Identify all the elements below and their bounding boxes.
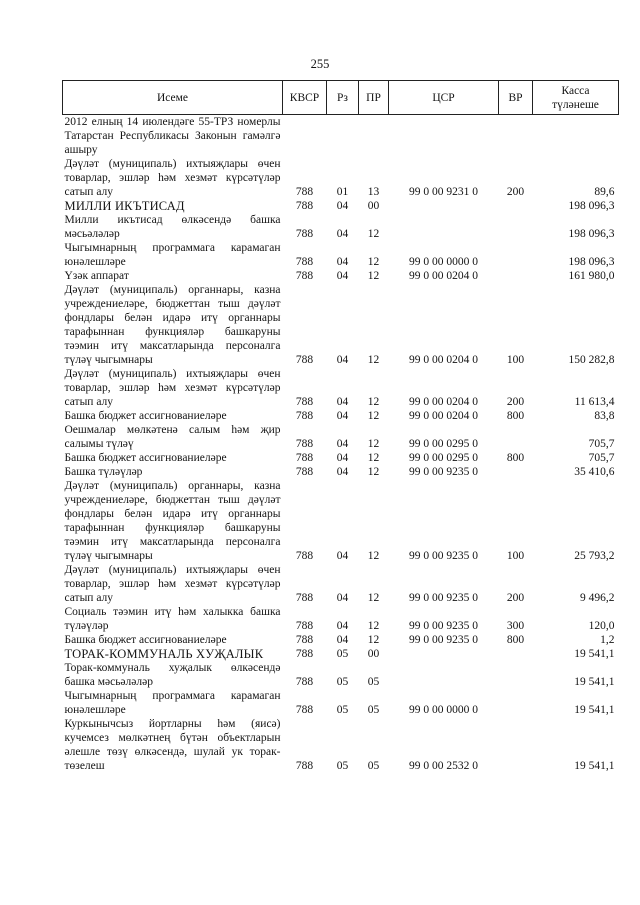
row-amount: 9 496,2 bbox=[580, 592, 615, 604]
row-pr: 12 bbox=[367, 466, 380, 478]
row-vr: 300 bbox=[506, 620, 525, 632]
row-rz: 04 bbox=[336, 620, 349, 632]
row-amount: 19 541,1 bbox=[574, 760, 615, 772]
row-vr: 200 bbox=[506, 186, 525, 198]
row-rz: 04 bbox=[336, 466, 349, 478]
row-pr: 12 bbox=[367, 620, 380, 632]
table-row bbox=[63, 115, 619, 158]
row-amount bbox=[533, 115, 619, 158]
row-name: Башка түләүләр bbox=[64, 466, 143, 478]
table-row bbox=[63, 451, 619, 465]
row-rz: 04 bbox=[336, 438, 349, 450]
row-pr: 12 bbox=[367, 452, 380, 464]
row-pr: 13 bbox=[367, 186, 380, 198]
row-vr bbox=[499, 717, 533, 773]
row-pr: 12 bbox=[367, 256, 380, 268]
row-name: Чыгымнарның программага карамаган юнәлешләре bbox=[64, 690, 281, 716]
row-kvsr: 788 bbox=[295, 704, 314, 716]
table-row bbox=[63, 409, 619, 423]
row-vr bbox=[499, 423, 533, 451]
row-rz: 04 bbox=[336, 354, 349, 366]
row-rz: 05 bbox=[336, 676, 349, 688]
row-pr: 12 bbox=[367, 354, 380, 366]
row-csr: 99 0 00 9235 0 bbox=[409, 620, 478, 632]
row-vr bbox=[499, 647, 533, 661]
row-kvsr: 788 bbox=[295, 466, 314, 478]
row-pr: 12 bbox=[367, 634, 380, 646]
row-pr: 12 bbox=[367, 396, 380, 408]
row-vr bbox=[499, 269, 533, 283]
row-rz: 05 bbox=[336, 648, 349, 660]
row-name: Дәүләт (муниципаль) органнары, казна учреждениеләре, бюджеттан тыш дәүләт фондлары белән идарә итү органнары тарафыннан функцияләр башкаруны тәэмин итү максатларында персоналга түләү чыгымнары bbox=[64, 480, 281, 562]
header-csr: ЦСР bbox=[389, 81, 499, 115]
row-csr: 99 0 00 9231 0 bbox=[409, 186, 478, 198]
row-name: МИЛЛИ ИКЪТИСАД bbox=[64, 199, 185, 213]
row-rz: 04 bbox=[336, 270, 349, 282]
row-pr: 12 bbox=[367, 410, 380, 422]
row-rz: 04 bbox=[336, 634, 349, 646]
row-vr bbox=[499, 689, 533, 717]
row-rz: 05 bbox=[336, 760, 349, 772]
row-name: 2012 елның 14 июлендәге 55-ТРЗ номерлы Татарстан Республикасы Законын гамәлгә ашыру bbox=[64, 116, 281, 156]
row-csr bbox=[389, 115, 499, 158]
row-amount: 705,7 bbox=[588, 438, 615, 450]
row-pr: 12 bbox=[367, 228, 380, 240]
row-name: Оешмалар мөлкәтенә салым һәм җир салымы түләү bbox=[64, 424, 281, 450]
row-amount: 19 541,1 bbox=[574, 704, 615, 716]
row-rz: 01 bbox=[336, 186, 349, 198]
table-row bbox=[63, 269, 619, 283]
row-amount: 25 793,2 bbox=[574, 550, 615, 562]
row-name: Дәүләт (муниципаль) ихтыяҗлары өчен товарлар, эшләр һәм хезмәт күрсәтүләр сатып алу bbox=[64, 564, 281, 604]
row-vr bbox=[499, 115, 533, 158]
table-row bbox=[63, 563, 619, 605]
row-amount: 161 980,0 bbox=[568, 270, 615, 282]
row-name: Дәүләт (муниципаль) органнары, казна учреждениеләре, бюджеттан тыш дәүләт фондлары белән идарә итү органнары тарафыннан функцияләр башкаруны тәэмин итү максатларында персоналга түләү чыгымнары bbox=[64, 284, 281, 366]
row-amount: 89,6 bbox=[594, 186, 615, 198]
row-csr: 99 0 00 9235 0 bbox=[409, 592, 478, 604]
row-name: Үзәк аппарат bbox=[64, 270, 129, 282]
row-rz: 04 bbox=[336, 396, 349, 408]
row-csr: 99 0 00 0295 0 bbox=[409, 438, 478, 450]
header-kassa-line1: Касса bbox=[561, 84, 590, 97]
row-name: Милли икътисад өлкәсендә башка мәсьәләләр bbox=[64, 214, 281, 240]
row-amount: 198 096,3 bbox=[568, 228, 615, 240]
row-amount: 150 282,8 bbox=[568, 354, 615, 366]
table-row bbox=[63, 479, 619, 563]
row-kvsr: 788 bbox=[295, 676, 314, 688]
table-row bbox=[63, 661, 619, 689]
header-kassa bbox=[533, 81, 619, 115]
row-name: Куркынычсыз йортларны һәм (яисә) кучемсез мөлкәтнең бүтән объектларын әлешле төзү өлкәсендә, шулай ук торак-төзелеш bbox=[64, 718, 281, 772]
row-kvsr: 788 bbox=[295, 256, 314, 268]
row-kvsr: 788 bbox=[295, 592, 314, 604]
row-pr: 12 bbox=[367, 438, 380, 450]
table-row bbox=[63, 241, 619, 269]
row-amount: 35 410,6 bbox=[574, 466, 615, 478]
row-csr: 99 0 00 0204 0 bbox=[409, 354, 478, 366]
row-kvsr: 788 bbox=[295, 452, 314, 464]
header-pr: ПР bbox=[359, 81, 389, 115]
table-row bbox=[63, 283, 619, 367]
row-rz: 04 bbox=[336, 550, 349, 562]
row-vr bbox=[499, 199, 533, 213]
row-csr: 99 0 00 2532 0 bbox=[409, 760, 478, 772]
header-kassa-line2: түләнеше bbox=[552, 98, 599, 111]
row-rz: 04 bbox=[336, 410, 349, 422]
budget-table bbox=[62, 80, 619, 773]
header-kvsr: КВСР bbox=[283, 81, 327, 115]
header-name: Исеме bbox=[63, 81, 283, 115]
table-row bbox=[63, 367, 619, 409]
row-pr bbox=[359, 115, 389, 158]
row-kvsr: 788 bbox=[295, 550, 314, 562]
row-vr: 100 bbox=[506, 550, 525, 562]
row-name: Башка бюджет ассигнованиеләре bbox=[64, 410, 227, 422]
header-rz: Рз bbox=[327, 81, 359, 115]
table-row bbox=[63, 633, 619, 647]
row-kvsr: 788 bbox=[295, 228, 314, 240]
row-kvsr: 788 bbox=[295, 396, 314, 408]
header-row bbox=[63, 81, 619, 115]
row-pr: 12 bbox=[367, 270, 380, 282]
row-amount: 83,8 bbox=[594, 410, 615, 422]
row-name: ТОРАК-КОММУНАЛЬ ХУҖАЛЫК bbox=[64, 647, 264, 661]
row-name: Башка бюджет ассигнованиеләре bbox=[64, 452, 227, 464]
row-vr: 200 bbox=[506, 396, 525, 408]
row-pr: 05 bbox=[367, 676, 380, 688]
row-pr: 05 bbox=[367, 760, 380, 772]
row-name: Дәүләт (муниципаль) ихтыяҗлары өчен товарлар, эшләр һәм хезмәт күрсәтүләр сатып алу bbox=[64, 368, 281, 408]
row-amount: 19 541,1 bbox=[574, 676, 615, 688]
row-csr: 99 0 00 9235 0 bbox=[409, 634, 478, 646]
table-row bbox=[63, 465, 619, 479]
row-rz: 04 bbox=[336, 200, 349, 212]
row-pr: 05 bbox=[367, 704, 380, 716]
row-rz: 04 bbox=[336, 256, 349, 268]
row-kvsr: 788 bbox=[295, 438, 314, 450]
row-amount: 120,0 bbox=[588, 620, 615, 632]
row-amount: 705,7 bbox=[588, 452, 615, 464]
row-vr: 800 bbox=[506, 452, 525, 464]
row-vr bbox=[499, 661, 533, 689]
row-kvsr bbox=[283, 115, 327, 158]
row-csr: 99 0 00 0204 0 bbox=[409, 396, 478, 408]
row-rz: 04 bbox=[336, 452, 349, 464]
row-kvsr: 788 bbox=[295, 200, 314, 212]
row-kvsr: 788 bbox=[295, 620, 314, 632]
row-kvsr: 788 bbox=[295, 634, 314, 646]
row-name: Башка бюджет ассигнованиеләре bbox=[64, 634, 227, 646]
row-name: Социаль тәэмин итү һәм халыкка башка түләүләр bbox=[64, 606, 281, 632]
row-csr: 99 0 00 9235 0 bbox=[409, 550, 478, 562]
row-pr: 00 bbox=[367, 648, 380, 660]
row-pr: 00 bbox=[367, 200, 380, 212]
table-row bbox=[63, 157, 619, 199]
row-vr: 100 bbox=[506, 354, 525, 366]
row-amount: 198 096,3 bbox=[568, 256, 615, 268]
row-csr bbox=[389, 213, 499, 241]
row-rz bbox=[327, 115, 359, 158]
row-rz: 04 bbox=[336, 228, 349, 240]
row-name: Дәүләт (муниципаль) ихтыяҗлары өчен товарлар, эшләр һәм хезмәт күрсәтүләр сатып алу bbox=[64, 158, 281, 198]
row-amount: 1,2 bbox=[600, 634, 615, 646]
row-rz: 05 bbox=[336, 704, 349, 716]
row-csr: 99 0 00 0204 0 bbox=[409, 410, 478, 422]
row-rz: 04 bbox=[336, 592, 349, 604]
header-vr: ВР bbox=[499, 81, 533, 115]
table-row bbox=[63, 605, 619, 633]
row-name: Торак-коммуналь хуҗалык өлкәсендә башка мәсьәләләр bbox=[64, 662, 281, 688]
row-csr bbox=[389, 661, 499, 689]
table-row bbox=[63, 689, 619, 717]
row-kvsr: 788 bbox=[295, 410, 314, 422]
row-amount: 19 541,1 bbox=[574, 648, 615, 660]
row-vr bbox=[499, 241, 533, 269]
row-csr bbox=[389, 647, 499, 661]
row-pr: 12 bbox=[367, 550, 380, 562]
row-name: Чыгымнарның программага карамаган юнәлешләре bbox=[64, 242, 281, 268]
page-number: 255 bbox=[310, 57, 330, 71]
row-csr: 99 0 00 0000 0 bbox=[409, 256, 478, 268]
row-kvsr: 788 bbox=[295, 760, 314, 772]
table-row bbox=[63, 423, 619, 451]
table-row bbox=[63, 717, 619, 773]
row-kvsr: 788 bbox=[295, 186, 314, 198]
row-kvsr: 788 bbox=[295, 354, 314, 366]
row-csr: 99 0 00 0204 0 bbox=[409, 270, 478, 282]
row-csr bbox=[389, 199, 499, 213]
row-amount: 198 096,3 bbox=[568, 200, 615, 212]
row-kvsr: 788 bbox=[295, 648, 314, 660]
row-kvsr: 788 bbox=[295, 270, 314, 282]
table-row bbox=[63, 199, 619, 213]
row-vr: 800 bbox=[506, 634, 525, 646]
row-vr: 800 bbox=[506, 410, 525, 422]
row-vr bbox=[499, 213, 533, 241]
table-row bbox=[63, 213, 619, 241]
row-vr bbox=[499, 465, 533, 479]
row-csr: 99 0 00 9235 0 bbox=[409, 466, 478, 478]
table-row bbox=[63, 647, 619, 661]
row-vr: 200 bbox=[506, 592, 525, 604]
row-csr: 99 0 00 0295 0 bbox=[409, 452, 478, 464]
row-pr: 12 bbox=[367, 592, 380, 604]
row-amount: 11 613,4 bbox=[574, 396, 615, 408]
row-csr: 99 0 00 0000 0 bbox=[409, 704, 478, 716]
